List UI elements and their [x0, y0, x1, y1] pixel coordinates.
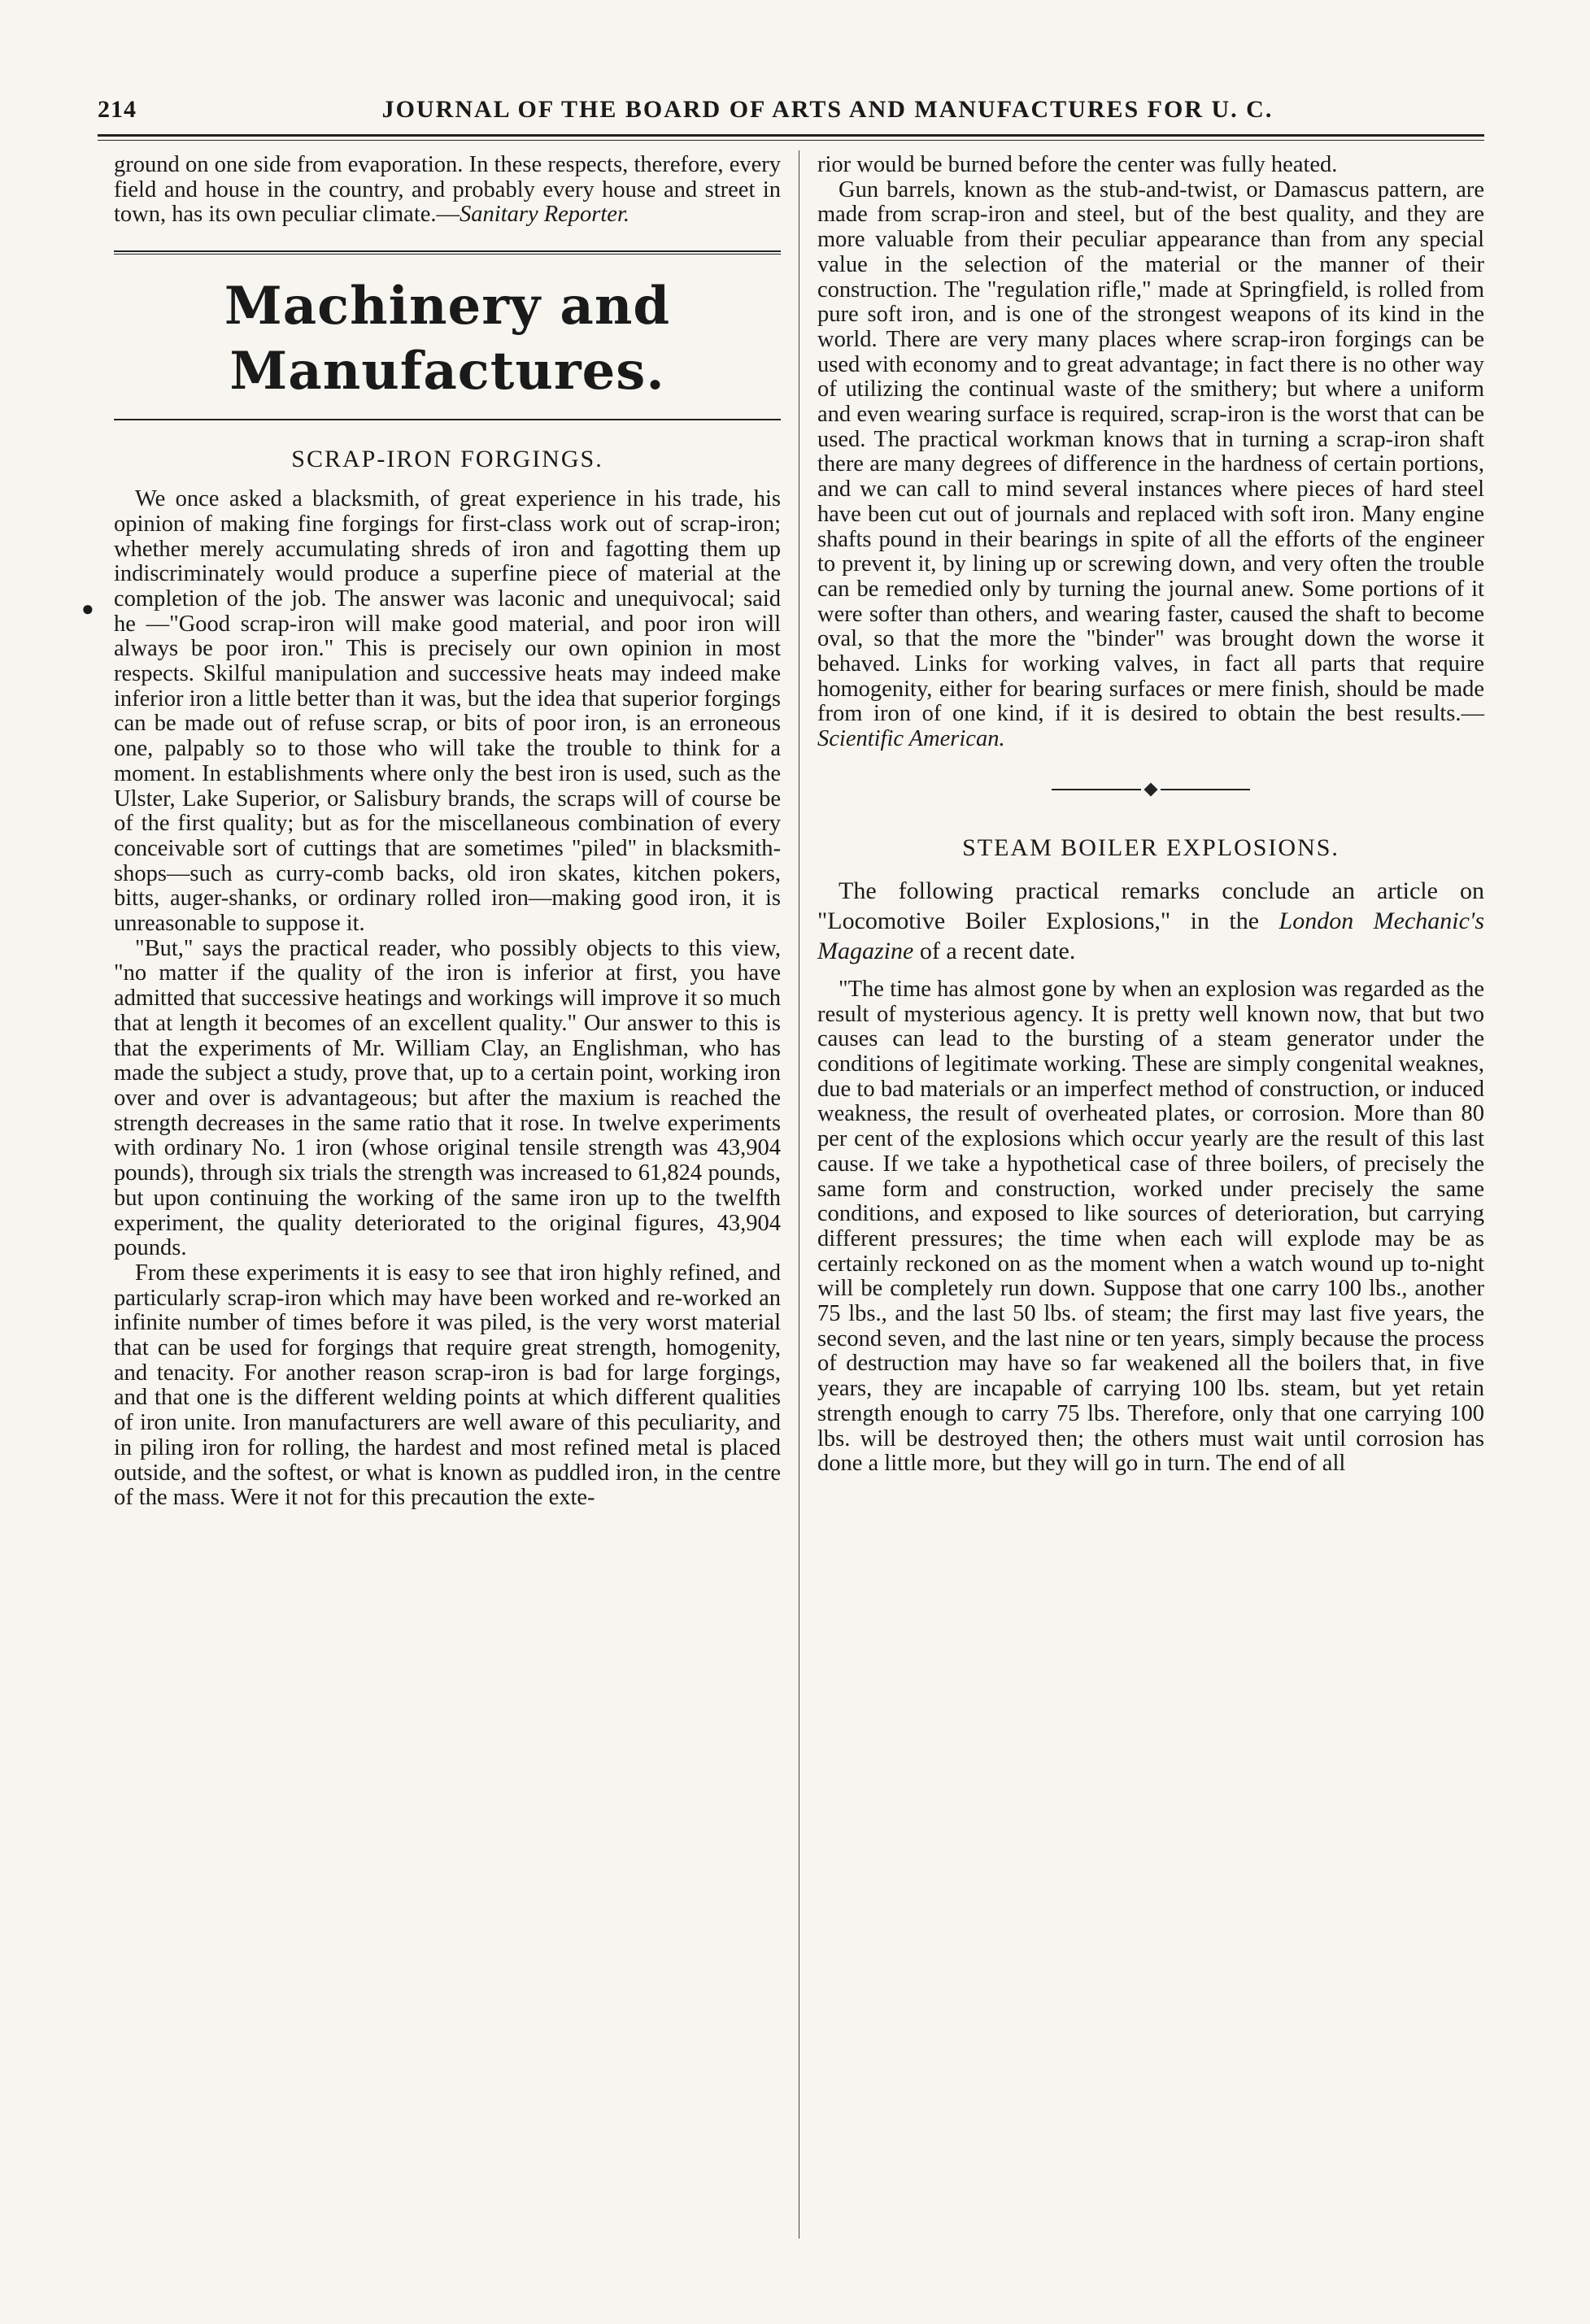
right-column — [817, 153, 1484, 1477]
paragraph-source: Scientific American. — [817, 726, 1005, 752]
page-number: 214 — [98, 96, 137, 123]
diamond-ornament-icon — [1144, 782, 1158, 796]
continuation-text: ground on one side from evaporation. In these respects, therefore, every field and house in the country, and probably every house and street in town, has its own peculiar climate.— — [114, 152, 781, 228]
intro-source: London Mechanic's Magazine — [817, 907, 1485, 964]
section-rule-top-thin — [114, 254, 781, 255]
continuation-source: Sanitary Reporter. — [460, 202, 630, 228]
body-paragraph: rior would be burned before the center was fully heated. — [817, 152, 1338, 177]
running-title: JOURNAL OF THE BOARD OF ARTS AND MANUFACTURES FOR U. C. — [381, 96, 1274, 123]
intro-paragraph — [817, 876, 1484, 966]
left-column — [114, 153, 781, 1511]
separator-line — [1161, 789, 1250, 790]
continuation-paragraph — [114, 153, 781, 228]
intro-text-end: of a recent date. — [913, 937, 1076, 964]
article-title-scrap-iron: SCRAP-IRON FORGINGS. — [291, 446, 603, 473]
margin-mark-icon: ● — [81, 597, 94, 620]
body-paragraph: "But," says the practical reader, who possibly objects to this view, "no matter if the quality of the iron is inferior at first, you have admitted that successive heatings and workings will improve it so much that at length it becomes of an excellent quality." Our answer to this is that the experiments of Mr. William Clay, an Englishman, who has made the subject a study, prove that, up to a certain point, working iron over and over is advantageous; but after the maxium is reached the strength decreases in the same ratio that it rose. In twelve experiments with ordinary No. 1 iron (whose original tensile strength was 43,904 pounds), through six trials the strength was increased to 61,824 pounds, but upon continuing the working of the same iron up to the twelfth experiment, the quality deteriorated to the original figures, 43,904 pounds. — [114, 935, 782, 1261]
section-rule-bottom — [114, 419, 781, 420]
article-title-steam-boiler: STEAM BOILER EXPLOSIONS. — [962, 833, 1340, 861]
section-rule-top — [114, 250, 781, 252]
separator-line — [1052, 789, 1141, 790]
article-separator — [817, 785, 1484, 794]
body-paragraph: "The time has almost gone by when an explosion was regarded as the result of mysterious agency. It is pretty well known now, that but two causes can lead to the bursting of a steam generator under the conditions of legitimate working. These are simply congenital weaknes, due to bad materials or an imperfect method of construction, or induced weakness, the result of overheated plates, or corrosion. More than 80 per cent of the explosions which occur yearly are the result of this last cause. If we take a hypothetical case of three boilers, of precisely the same form and construction, worked under precisely the same conditions, and exposed to like sources of deterioration, but carrying different pressures; the time when each will explode may be as certainly reckoned on as the moment when a watch wound up to-night will be completely run down. Suppose that one carry 100 lbs., another 75 lbs., and the last 50 lbs. of steam; the first may last five years, the second seven, and the last nine or ten years, simply because the process of destruction may have so far weakened all the boilers that, in five years, they are incapable of carrying 100 lbs. steam, but yet retain strength enough to carry 75 lbs. Therefore, only that one carrying 100 lbs. will be destroyed then; the others must wait until corrosion has done a little more, but they will go in turn. The end of all — [817, 976, 1484, 1477]
section-heading: Machinery and Manufactures. — [224, 276, 671, 403]
body-paragraph: We once asked a blacksmith, of great experience in his trade, his opinion of making fine forgings for first-class work out of scrap-iron; whether merely accumulating shreds of iron and fagotting them up indiscriminately would produce a superfine piece of material at the completion of the job. The answer was laconic and unequivocal; said he —"Good scrap-iron will make good material, and poor iron will always be poor iron." This is precisely our own opinion in most respects. Skilful manipulation and successive heats may indeed make inferior iron a little better than it was, but the idea that superior forgings can be made out of refuse scrap, or bits of poor iron, is an erroneous one, palpably so to those who will take the trouble to think for a moment. In establishments where only the best iron is used, such as the Ulster, Lake Superior, or Salisbury brands, the scraps will of course be of the first quality; but as for the miscellaneous combination of every conceivable sort of cuttings that are sometimes "piled" in blacksmith-shops—such as curry-comb backs, old iron skates, kitchen pokers, bitts, auger-shanks, or ordinary rolled iron—making good iron, it is unreasonable to suppose it. — [114, 486, 781, 937]
header-rule — [98, 134, 1484, 137]
page-header — [98, 96, 1484, 137]
body-paragraph: From these experiments it is easy to see that iron highly refined, and particularly scrap-iron which may have been worked and re-worked an infinite number of times before it was piled, is the very worst material that can be used for forgings that require great strength, homogenity, and tenacity. For another reason scrap-iron is bad for large forgings, and that one is the different welding points at which different qualities of iron unite. Iron manufacturers are well aware of this peculiarity, and in piling iron for rolling, the hardest and most refined metal is placed outside, and the softest, or what is known as puddled iron, in the centre of the mass. Were it not for this precaution the exte- — [114, 1260, 781, 1511]
intro-text: The following practical remarks conclude an article on "Locomotive Boiler Explosions," in the — [817, 877, 1484, 934]
body-paragraph — [817, 178, 1484, 752]
paragraph-text: Gun barrels, known as the stub-and-twist, or Damascus pattern, are made from scrap-iron and steel, but of the best quality, and they are more valuable from their peculiar appearance than from any special value in the selection of the material or the manner of their construction. The "regulation rifle," made at Springfield, is rolled from pure soft iron, and is one of the strongest weapons of its kind in the world. There are very many places where scrap-iron forgings can be used with economy and to great advantage; in fact there is no other way of utilizing the continual waste of the smithery; but where a uniform and even wearing surface is required, scrap-iron is the worst that can be used. The practical workman knows that in turning a scrap-iron shaft there are many degrees of difference in the hardness of certain portions, and we can call to mind several instances where pieces of hard steel have been cut out of journals and replaced with soft iron. Many engine shafts pound in their bearings in spite of all the efforts of the engineer to prevent it, by lining up or screwing down, and very often the trouble can be remedied only by turning the journal anew. Some portions of it were softer than others, and wearing faster, caused the shaft to become oval, so that the more the "binder" was brought down the worse it behaved. Links for working valves, in fact all parts that require homogenity, either for bearing surfaces or mere finish, should be made from iron of one kind, if it is desired to obtain the best results.— — [817, 176, 1484, 727]
header-rule-thin — [98, 140, 1484, 141]
